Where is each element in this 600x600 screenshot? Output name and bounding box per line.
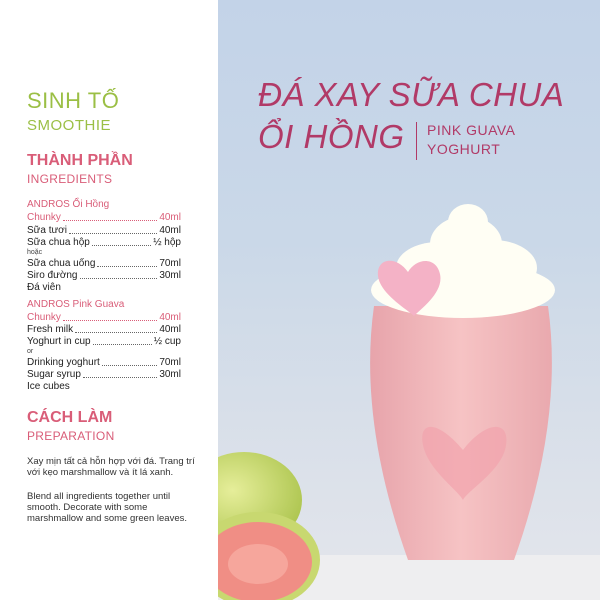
ingredient-row: Drinking yoghurt 70ml: [27, 357, 181, 368]
ingredient-row: Sugar syrup 30ml: [27, 369, 181, 380]
brand-name-en: ANDROS Pink Guava: [27, 299, 125, 310]
ingredient-row: Siro đường 30ml: [27, 270, 181, 281]
preparation-heading-en: PREPARATION: [27, 429, 115, 443]
ingredient-row: Sữa chua uống 70ml: [27, 258, 181, 269]
ingredients-heading-vi: THÀNH PHẦN: [27, 152, 133, 169]
ingredient-row: Chunky 40ml: [27, 312, 181, 323]
ice-label-vi: Đá viên: [27, 282, 61, 293]
ingredient-row: Chunky 40ml: [27, 212, 181, 223]
smoothie-photo: [218, 0, 600, 600]
ingredients-heading-en: INGREDIENTS: [27, 172, 113, 186]
preparation-text-vi: Xay mịn tất cả hỗn hợp với đá. Trang trí với kẹo marshmallow và ít lá xanh.: [27, 456, 195, 478]
ingredient-row: Sữa chua hộp ½ hộp: [27, 237, 181, 248]
recipe-text-panel: [0, 0, 218, 600]
smoothie-glass: [370, 306, 552, 560]
recipe-title-en-line2: YOGHURT: [427, 141, 501, 157]
recipe-title-vi-line1: ĐÁ XAY SỮA CHUA: [258, 76, 565, 113]
preparation-text-en: Blend all ingredients together until smooth. Decorate with some marshmallow and some green leaves.: [27, 491, 187, 524]
brand-name-vi: ANDROS Ổi Hồng: [27, 199, 110, 210]
preparation-heading-vi: CÁCH LÀM: [27, 409, 113, 426]
ingredient-row: Yoghurt in cup ½ cup: [27, 336, 181, 347]
ingredient-row: Fresh milk 40ml: [27, 324, 181, 335]
ice-label-en: Ice cubes: [27, 381, 70, 392]
recipe-title-en-line1: PINK GUAVA: [427, 122, 516, 138]
or-label-vi: hoặc: [27, 249, 43, 256]
ingredient-row: Sữa tươi 40ml: [27, 225, 181, 236]
or-label-en: or: [27, 348, 34, 355]
category-title-en: SMOOTHIE: [27, 117, 112, 134]
recipe-title-vi-line2: ỔI HỒNG: [258, 118, 405, 155]
title-divider: [416, 122, 417, 160]
category-title-vi: SINH TỐ: [27, 88, 120, 113]
